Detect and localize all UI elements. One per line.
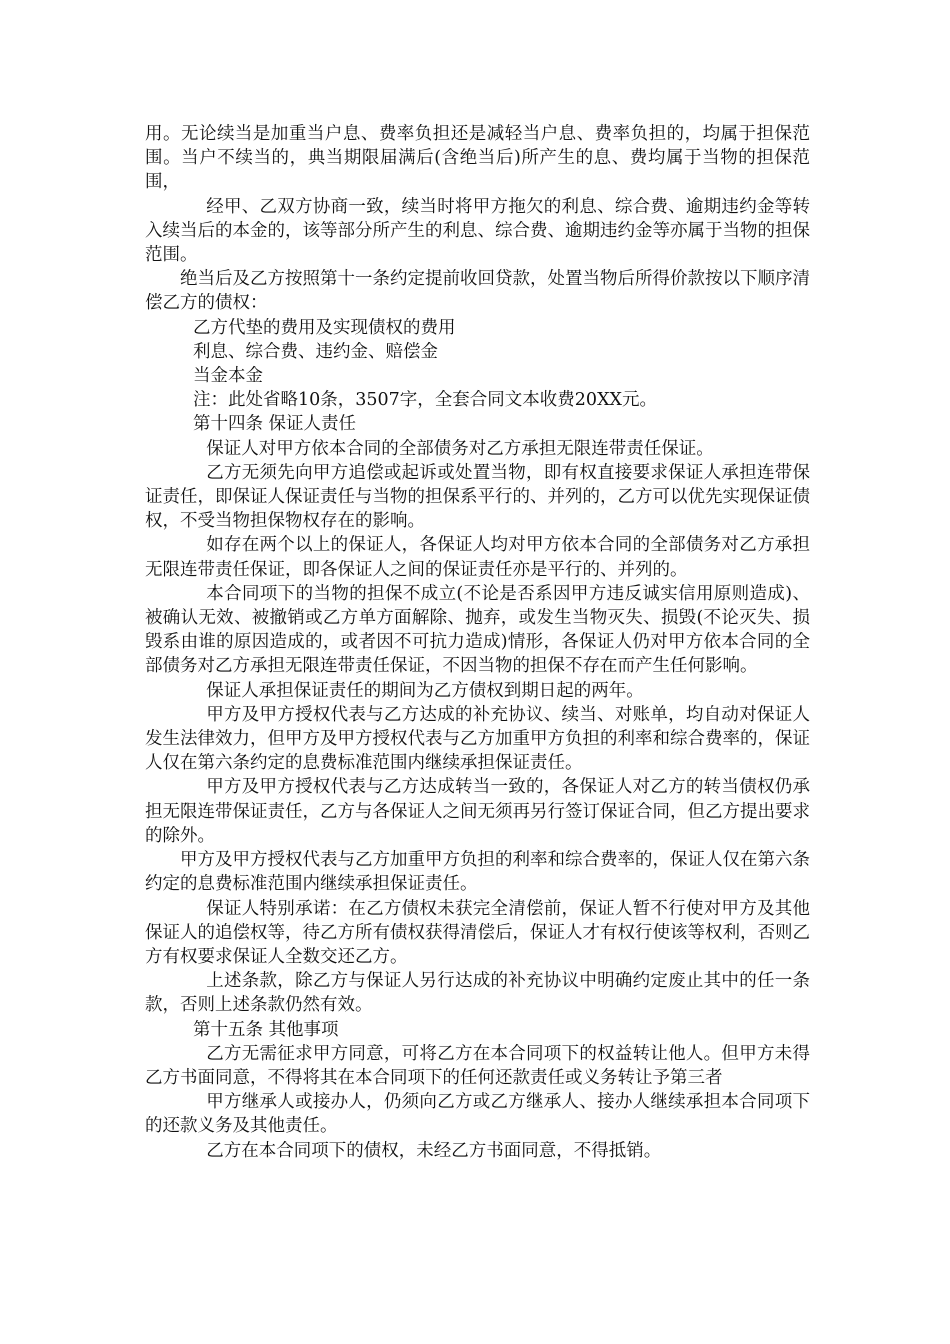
list-item: 乙方代垫的费用及实现债权的费用 bbox=[193, 317, 456, 338]
list-item: 当金本金 bbox=[193, 366, 263, 387]
document-body bbox=[145, 122, 810, 1163]
paragraph: 经甲、乙双方协商一致，续当时将甲方拖欠的利息、综合费、逾期违约金等转入续当后的本金的，该等部分所产生的利息、综合费、逾期违约金等亦属于当物的担保范围。 bbox=[145, 196, 810, 266]
note: 注：此处省略10条，3507字，全套合同文本收费20XX元。 bbox=[193, 390, 657, 411]
paragraph: 保证人对甲方依本合同的全部债务对乙方承担无限连带责任保证。 bbox=[206, 438, 714, 459]
list-item: 利息、综合费、违约金、赔偿金 bbox=[193, 341, 438, 362]
paragraph: 保证人承担保证责任的期间为乙方债权到期日起的两年。 bbox=[206, 680, 644, 701]
paragraph: 甲方及甲方授权代表与乙方达成转当一致的，各保证人对乙方的转当债权仍承担无限连带保证责任，乙方与各保证人之间无须再另行签订保证合同，但乙方提出要求的除外。 bbox=[145, 777, 810, 846]
paragraph: 乙方无需征求甲方同意，可将乙方在本合同项下的权益转让他人。但甲方未得乙方书面同意，不得将其在本合同项下的任何还款责任或义务转让予第三者 bbox=[145, 1043, 810, 1088]
paragraph: 本合同项下的当物的担保不成立(不论是否系因甲方违反诚实信用原则造成)、被确认无效、被撤销或乙方单方面解除、抛弃，或发生当物灭失、损毁(不论灭失、损毁系由谁的原因造成的，或者因不可抗力造成)情形，各保证人仍对甲方依本合同的全部债务对乙方承担无限连带责任保证，不因当物的担保不存在而产生任何影响。 bbox=[145, 583, 810, 677]
paragraph: 上述条款，除乙方与保证人另行达成的补充协议中明确约定废止其中的任一条款，否则上述条款仍然有效。 bbox=[145, 971, 810, 1016]
paragraph: 如存在两个以上的保证人，各保证人均对甲方依本合同的全部债务对乙方承担无限连带责任保证，即各保证人之间的保证责任亦是平行的、并列的。 bbox=[145, 535, 810, 580]
paragraph: 绝当后及乙方按照第十一条约定提前收回贷款，处置当物后所得价款按以下顺序清偿乙方的债权： bbox=[145, 269, 810, 314]
paragraph: 乙方在本合同项下的债权，未经乙方书面同意，不得抵销。 bbox=[206, 1140, 662, 1161]
paragraph: 甲方及甲方授权代表与乙方达成的补充协议、续当、对账单，均自动对保证人发生法律效力，但甲方及甲方授权代表与乙方加重甲方负担的利率和综合费率的，保证人仅在第六条约定的息费标准范围内继续承担保证责任。 bbox=[145, 704, 810, 774]
paragraph: 甲方继承人或接办人，仍须向乙方或乙方继承人、接办人继续承担本合同项下的还款义务及其他责任。 bbox=[145, 1092, 810, 1137]
paragraph: 甲方及甲方授权代表与乙方加重甲方负担的利率和综合费率的，保证人仅在第六条约定的息费标准范围内继续承担保证责任。 bbox=[145, 850, 810, 895]
paragraph: 乙方无须先向甲方追偿或起诉或处置当物，即有权直接要求保证人承担连带保证责任，即保证人保证责任与当物的担保系平行的、并列的，乙方可以优先实现保证债权，不受当物担保物权存在的影响。 bbox=[145, 462, 810, 532]
paragraph: 保证人特别承诺：在乙方债权未获完全清偿前，保证人暂不行使对甲方及其他保证人的追偿权等，待乙方所有债权获得清偿后，保证人才有权行使该等权利，否则乙方有权要求保证人全数交还乙方。 bbox=[145, 898, 810, 967]
section-heading: 第十五条 其他事项 bbox=[193, 1019, 339, 1040]
paragraph: 用。无论续当是加重当户息、费率负担还是减轻当户息、费率负担的，均属于担保范围。当户不续当的，典当期限届满后(含绝当后)所产生的息、费均属于当物的担保范围， bbox=[145, 124, 810, 193]
section-heading: 第十四条 保证人责任 bbox=[193, 414, 357, 435]
